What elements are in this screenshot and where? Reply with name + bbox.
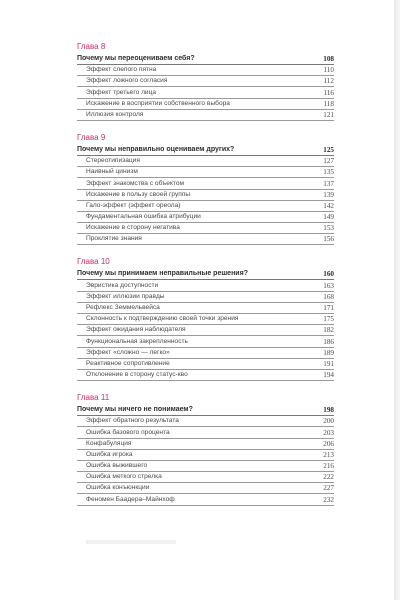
- toc-entry[interactable]: [77, 201, 334, 212]
- chapter-page-number: 108: [323, 55, 334, 63]
- toc-entry-title: Реактивное сопротивление: [86, 359, 170, 367]
- toc-entry-title: Гало-эффект (эффект ореола): [86, 201, 181, 209]
- toc-entry[interactable]: [77, 483, 334, 494]
- toc-entry-page: 135: [323, 168, 334, 177]
- toc-entry-title: Искажение в сторону негатива: [86, 224, 180, 232]
- chapter-title: Почему мы неправильно оцениваем других?: [77, 145, 235, 153]
- toc-entry-title: Ошибка выжившего: [86, 462, 148, 470]
- toc-entry-title: Наивный цинизм: [86, 168, 138, 176]
- toc-entry-page: 156: [323, 235, 334, 244]
- toc-entry-page: 137: [323, 179, 334, 188]
- toc-entry-page: 163: [323, 281, 334, 290]
- toc-entry-page: 191: [323, 359, 334, 368]
- chapter-title-row[interactable]: [77, 53, 334, 65]
- toc-entry-page: 206: [323, 439, 334, 448]
- toc-entry-page: 142: [323, 201, 334, 210]
- chapter-page-number: 125: [323, 145, 334, 154]
- toc-entry-title: Ошибка меткого стрелка: [86, 473, 162, 481]
- toc-entry-page: 112: [323, 77, 334, 86]
- chapter-title-row[interactable]: [77, 144, 334, 156]
- toc-entry-title: Ошибка базового процента: [86, 428, 170, 436]
- toc-entry[interactable]: [77, 156, 334, 167]
- toc-entry-title: Ошибка игрока: [86, 450, 133, 458]
- toc-entry-page: 200: [323, 417, 334, 426]
- toc-entry-page: 171: [323, 304, 334, 312]
- toc-entry-page: 194: [323, 371, 334, 380]
- toc-entry-title: Эффект ложного согласия: [86, 77, 168, 85]
- faint-footer-text: [86, 540, 176, 544]
- toc-entry-page: 189: [323, 348, 334, 357]
- toc-entry-page: 149: [323, 213, 334, 222]
- toc-entry-page: 139: [323, 190, 334, 199]
- toc-entry[interactable]: [77, 461, 334, 472]
- chapter-section: [77, 257, 334, 381]
- toc-entry[interactable]: [77, 65, 334, 76]
- toc-entry-page: 118: [323, 99, 334, 108]
- chapter-page-number: 160: [323, 270, 334, 279]
- toc-entry-page: 116: [323, 88, 334, 97]
- chapter-title: Почему мы принимаем неправильные решения?: [77, 270, 248, 278]
- toc-entry-title: Эффект ожидания наблюдателя: [86, 326, 186, 334]
- toc-entry[interactable]: [77, 416, 334, 427]
- toc-entry[interactable]: [77, 303, 334, 314]
- toc-entry-title: Стереотипизация: [86, 157, 140, 165]
- toc-entry-title: Проклятие знания: [86, 235, 142, 243]
- toc-entry[interactable]: [77, 234, 334, 245]
- chapter-section: [77, 133, 334, 246]
- toc-entry-title: Эвристика доступности: [86, 281, 159, 289]
- toc-entry-page: 127: [323, 157, 334, 166]
- toc-entry-page: 227: [323, 484, 334, 493]
- toc-entry[interactable]: [77, 223, 334, 234]
- toc-entry[interactable]: [77, 325, 334, 336]
- chapter-title: Почему мы переоцениваем себя?: [77, 55, 195, 62]
- toc-entry-title: Эффект слепого пятна: [86, 66, 157, 74]
- toc-entry[interactable]: [77, 280, 334, 291]
- toc-entry-page: 232: [323, 495, 334, 504]
- toc-entry-title: Эффект «сложно — легко»: [86, 348, 170, 356]
- toc-entry[interactable]: [77, 450, 334, 461]
- toc-entry[interactable]: [77, 99, 334, 110]
- toc-entry-title: Эффект третьего лица: [86, 88, 157, 96]
- toc-entry-page: 153: [323, 224, 334, 233]
- chapter-label: Глава 9: [77, 132, 106, 142]
- chapter-label: Глава 8: [77, 42, 106, 51]
- toc-entry[interactable]: [77, 212, 334, 223]
- toc-entry[interactable]: [77, 87, 334, 98]
- toc-entry[interactable]: [77, 314, 334, 325]
- toc-entry-title: Отклонение в сторону статус-кво: [86, 371, 188, 379]
- toc-entry[interactable]: [77, 359, 334, 370]
- toc-entry[interactable]: [77, 110, 334, 121]
- toc-entry-page: 222: [323, 473, 334, 482]
- chapter-section: [77, 393, 334, 506]
- toc-entry[interactable]: [77, 348, 334, 359]
- toc-entry-title: Эффект иллюзии правды: [86, 292, 165, 300]
- chapter-section: [77, 42, 334, 121]
- chapter-title-row[interactable]: [77, 268, 334, 280]
- toc-entry-page: 121: [323, 110, 334, 119]
- toc-entry-page: 213: [323, 450, 334, 459]
- toc-entry-title: Конфабуляция: [86, 439, 132, 447]
- toc-entry[interactable]: [77, 439, 334, 450]
- toc-entry-title: Рефлекс Земмельвейса: [86, 304, 160, 311]
- toc-entry-page: 110: [323, 66, 334, 75]
- chapter-label: Глава 11: [77, 393, 110, 403]
- page-edge: [394, 0, 400, 600]
- toc-entry-title: Искажение в пользу своей группы: [86, 190, 191, 198]
- toc-entry-page: 203: [323, 428, 334, 437]
- toc-entry-title: Склонность к подтверждению своей точки зрения: [86, 315, 239, 323]
- toc-entry-title: Феномен Баадера–Майнхоф: [86, 495, 175, 503]
- toc-entry[interactable]: [77, 427, 334, 438]
- toc-entry[interactable]: [77, 472, 334, 483]
- toc-entry-title: Эффект обратного результата: [86, 417, 179, 425]
- toc-entry[interactable]: [77, 190, 334, 201]
- toc-entry-title: Эффект знакомства с объектом: [86, 179, 185, 187]
- chapter-title-row[interactable]: [77, 404, 334, 416]
- toc-entry[interactable]: [77, 76, 334, 87]
- toc-entry[interactable]: [77, 336, 334, 347]
- toc-entry-page: 186: [323, 337, 334, 346]
- chapter-label: Глава 10: [77, 257, 110, 267]
- toc-entry-page: 175: [323, 315, 334, 324]
- toc-entry[interactable]: [77, 494, 334, 505]
- toc-entry-page: 182: [323, 326, 334, 335]
- toc-entry-page: 216: [323, 462, 334, 471]
- toc-entry-page: 168: [323, 292, 334, 301]
- toc-entry[interactable]: [77, 167, 334, 178]
- chapter-title: Почему мы ничего не понимаем?: [77, 406, 193, 414]
- toc-entry-title: Фундаментальная ошибка атрибуции: [86, 213, 201, 221]
- toc-entry-title: Ошибка конъюнкции: [86, 484, 150, 492]
- toc-entry-title: Функциональная закрепленность: [86, 337, 188, 345]
- toc-entry-title: Искажение в восприятии собственного выбора: [86, 99, 230, 107]
- chapter-page-number: 198: [323, 406, 334, 415]
- toc-entry[interactable]: [77, 292, 334, 303]
- table-of-contents: [77, 42, 334, 518]
- toc-entry-title: Иллюзия контроля: [86, 110, 144, 118]
- toc-entry[interactable]: [77, 178, 334, 189]
- toc-entry[interactable]: [77, 370, 334, 381]
